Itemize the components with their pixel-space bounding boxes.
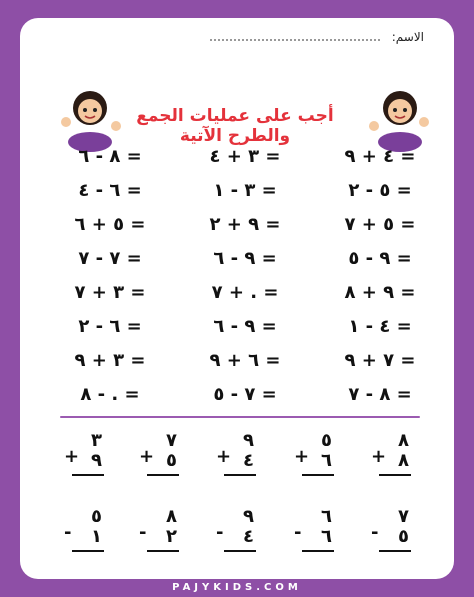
girl-illustration-right [368,84,432,154]
operator-sign: + [64,446,80,467]
horizontal-problem: ٣ + ٤ = [209,146,281,167]
worksheet-title: أجب على عمليات الجمع والطرح الآتية [136,106,334,146]
bottom-operand: ٩ [91,450,102,471]
operator-sign: - [216,522,224,543]
top-operand: ٧ [166,430,177,451]
top-operand: ٥ [91,506,102,527]
girl-illustration-left [58,84,122,154]
horizontal-problem: ٥ + ٦ = [74,214,146,235]
answer-line [302,550,334,552]
answer-line [147,474,179,476]
operator-sign: + [216,446,232,467]
vertical-problem [212,506,272,566]
horizontal-problem: ٩ - ٦ = [213,248,277,269]
vertical-problem [290,430,350,490]
horizontal-problem: ٣ + ٩ = [74,350,146,371]
vertical-problem [367,430,427,490]
horizontal-problem: ٥ - ٢ = [348,180,412,201]
problem-row [20,180,454,212]
horizontal-problem: ٥ + ٧ = [344,214,416,235]
horizontal-problem: ٤ - ١ = [348,316,412,337]
horizontal-problem: ٨ - ٧ = [348,384,412,405]
operator-sign: + [371,446,387,467]
bottom-operand: ١ [91,526,102,547]
vertical-problem [212,430,272,490]
operator-sign: + [294,446,310,467]
bottom-operand: ٢ [166,526,177,547]
vertical-problem [135,430,195,490]
problem-row [20,282,454,314]
operator-sign: - [371,522,379,543]
vertical-problem [60,506,120,566]
answer-line [72,550,104,552]
vertical-problem [367,506,427,566]
bottom-operand: ٤ [243,450,254,471]
bottom-operand: ٦ [321,450,332,471]
answer-line [72,474,104,476]
top-operand: ٣ [91,430,102,451]
problem-row [20,384,454,416]
answer-line [302,474,334,476]
name-dotted-line [210,39,380,41]
horizontal-problem: ٧ - ٧ = [78,248,142,269]
answer-line [379,474,411,476]
bottom-operand: ٥ [166,450,177,471]
top-operand: ٦ [321,506,332,527]
top-operand: ٥ [321,430,332,451]
bottom-operand: ٤ [243,526,254,547]
problem-row [20,214,454,246]
answer-line [147,550,179,552]
operator-sign: - [64,522,72,543]
horizontal-problem: ٦ - ٢ = [78,316,142,337]
name-label: الاسم: [391,30,424,44]
top-operand: ٩ [243,506,254,527]
horizontal-problem: ٣ + ٧ = [74,282,146,303]
problem-row [20,316,454,348]
footer-site-name: PAJYKIDS.COM [172,582,302,593]
horizontal-problem: ٩ + ٨ = [344,282,416,303]
vertical-problem [290,506,350,566]
name-field[interactable] [204,30,424,50]
answer-line [224,550,256,552]
answer-line [379,550,411,552]
problem-row [20,248,454,280]
operator-sign: + [139,446,155,467]
answer-line [224,474,256,476]
worksheet [20,18,454,579]
vertical-problem [60,430,120,490]
top-operand: ٩ [243,430,254,451]
top-operand: ٧ [398,506,409,527]
horizontal-problem: ٣ - ١ = [213,180,277,201]
bottom-operand: ٦ [321,526,332,547]
problem-row [20,146,454,178]
horizontal-problem: ٩ - ٥ = [348,248,412,269]
horizontal-problem: ٧ - ٥ = [213,384,277,405]
horizontal-problem: ٧ + . = [211,282,279,303]
bottom-operand: ٥ [398,526,409,547]
horizontal-problem: ٩ - ٦ = [213,316,277,337]
operator-sign: - [294,522,302,543]
horizontal-problem: ٦ - ٤ = [78,180,142,201]
horizontal-problem: ٧ + ٩ = [344,350,416,371]
operator-sign: - [139,522,147,543]
problem-row [20,350,454,382]
bottom-operand: ٨ [398,450,409,471]
top-operand: ٨ [166,506,177,527]
horizontal-problem: ٨ - ٦ = [78,146,142,167]
top-operand: ٨ [398,430,409,451]
horizontal-problem: ٦ + ٩ = [209,350,281,371]
horizontal-problem: ٤ + ٩ = [344,146,416,167]
section-divider [60,416,420,418]
horizontal-problem: ٨ - . = [80,384,140,405]
vertical-problem [135,506,195,566]
horizontal-problem: ٩ + ٢ = [209,214,281,235]
